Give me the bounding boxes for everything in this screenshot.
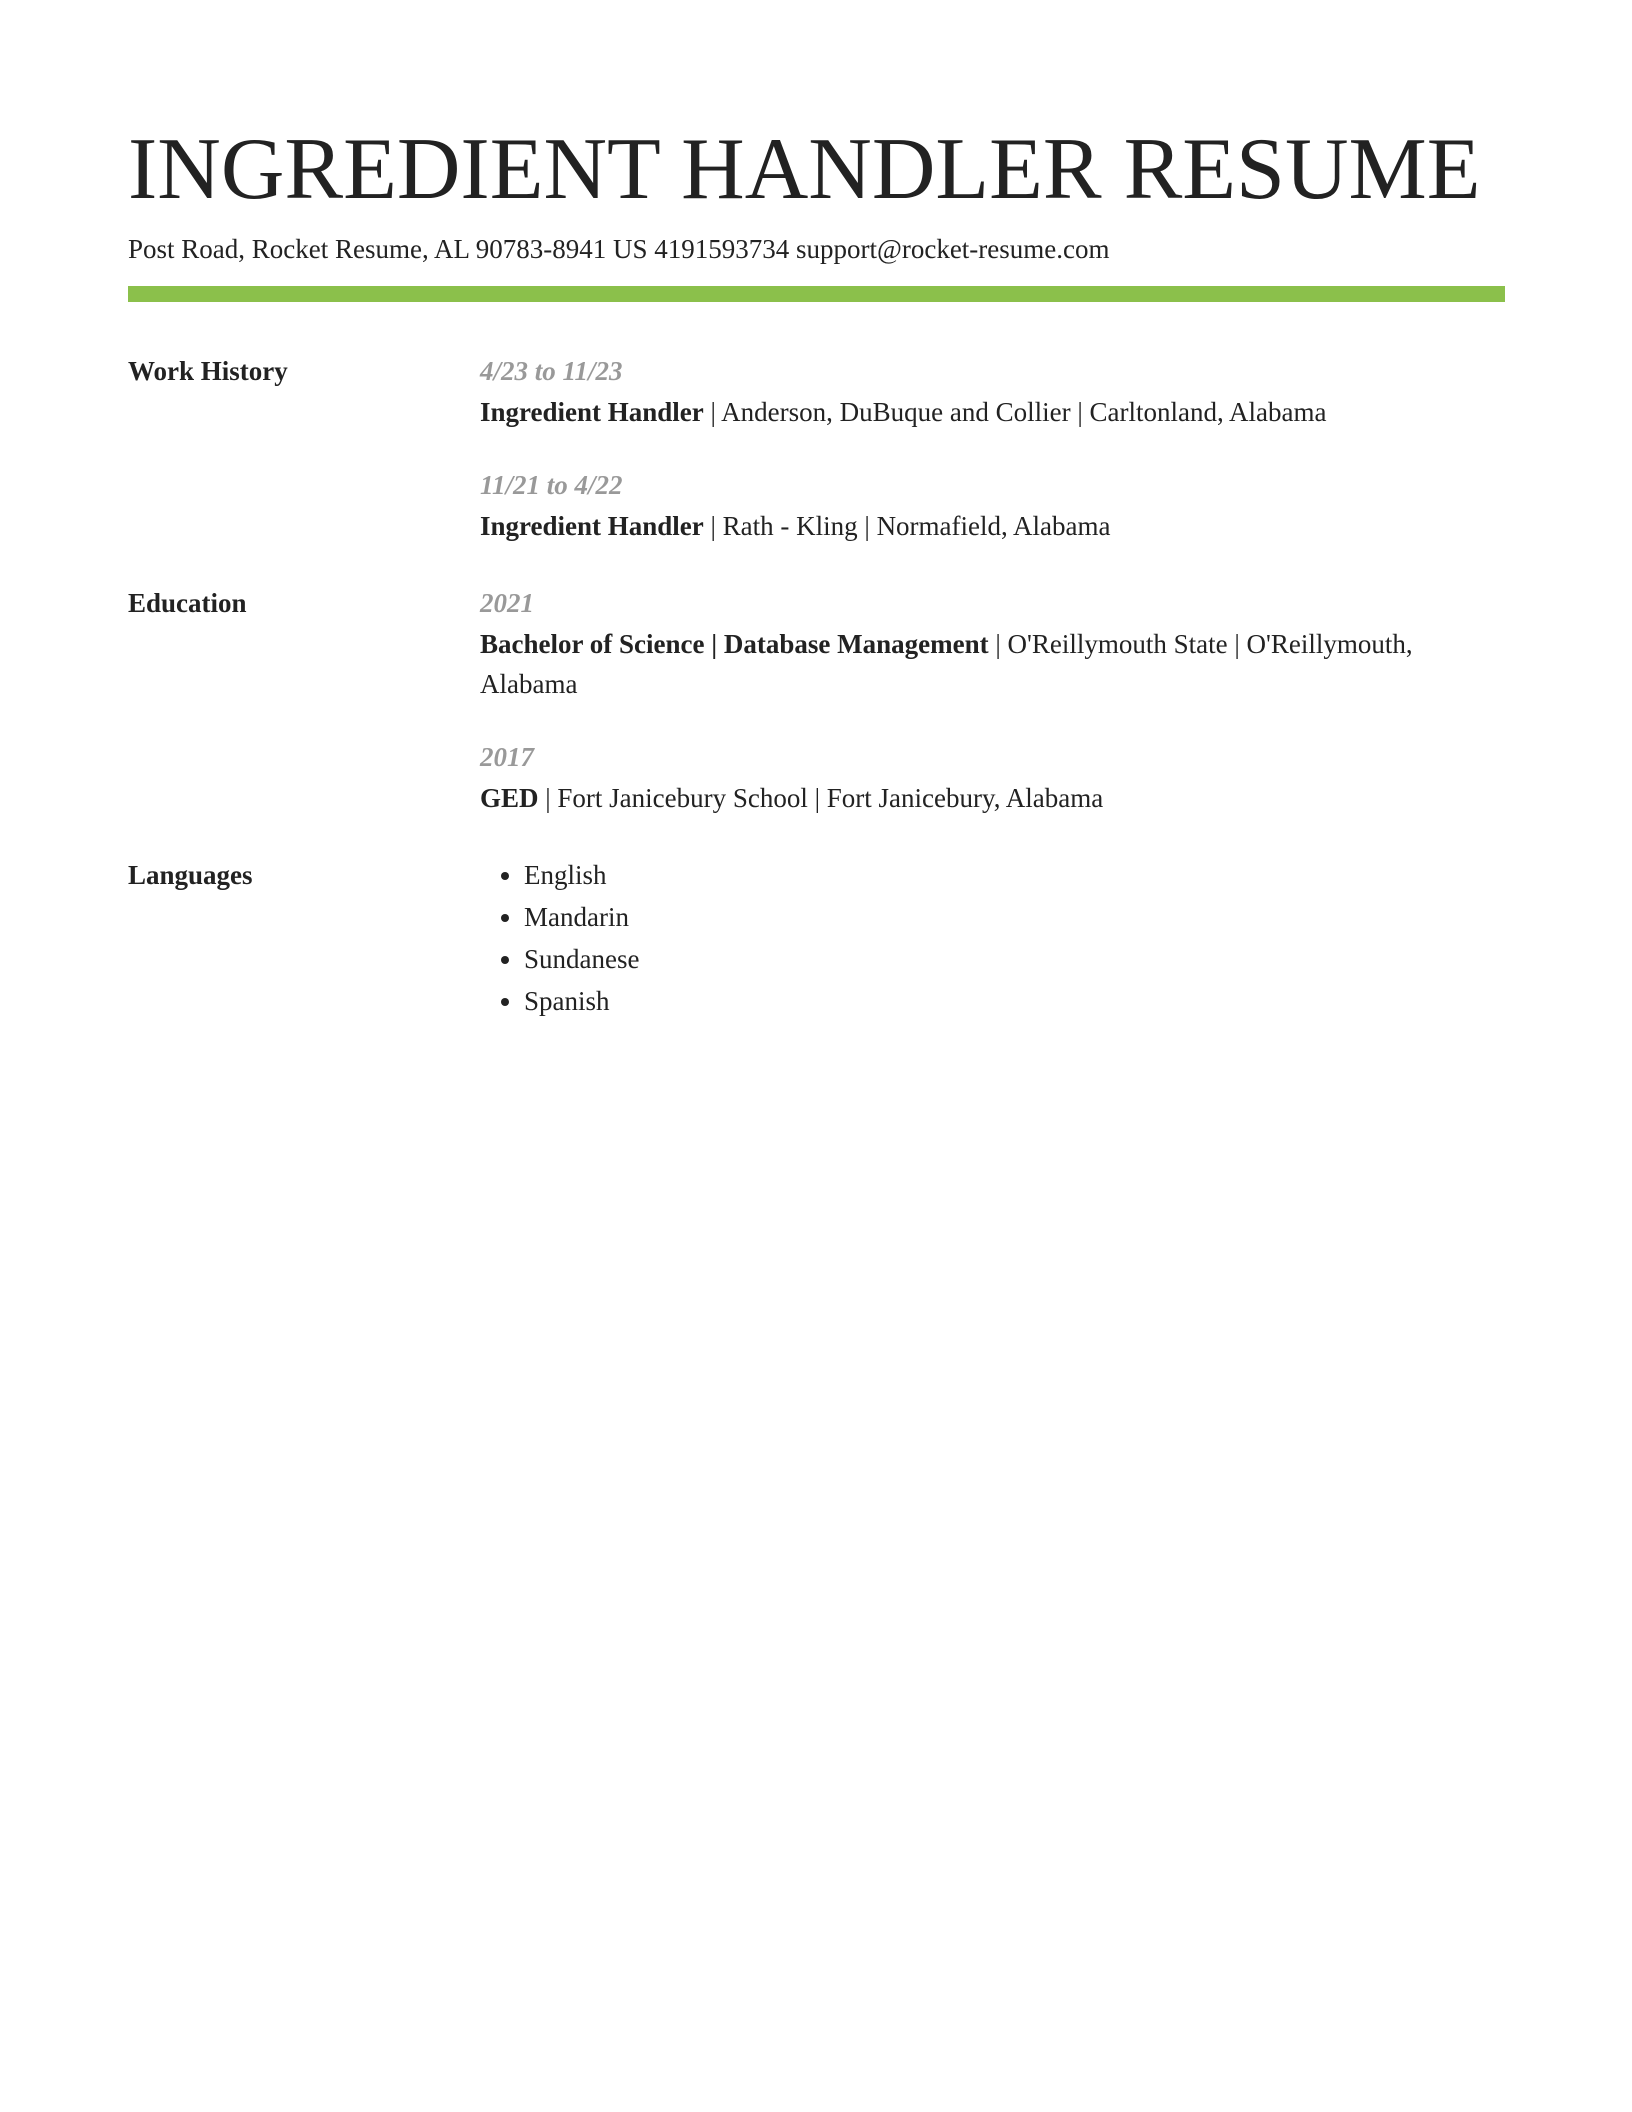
entry-details: | Rath - Kling | Normafield, Alabama <box>703 511 1111 541</box>
entry-date: 2021 <box>480 588 534 618</box>
work-history-entries <box>480 350 1505 546</box>
education-entry <box>480 736 1505 818</box>
section-label-work-history: Work History <box>128 356 288 386</box>
education-entry <box>480 582 1505 704</box>
entry-details: | Fort Janicebury School | Fort Janicebury, Alabama <box>538 783 1104 813</box>
section-label-education: Education <box>128 588 247 618</box>
list-item: • Mandarin <box>524 896 1505 938</box>
languages-list <box>480 854 1505 1022</box>
contact-info: Post Road, Rocket Resume, AL 90783-8941 US 4191593734 support@rocket-resume.com <box>128 234 1110 264</box>
work-entry <box>480 350 1505 432</box>
entry-line <box>480 778 1505 818</box>
entry-line <box>480 506 1505 546</box>
entry-details: | Anderson, DuBuque and Collier | Carltonland, Alabama <box>703 397 1327 427</box>
entry-date: 2017 <box>480 742 534 772</box>
entry-title: GED <box>480 783 539 813</box>
entry-date: 11/21 to 4/22 <box>480 470 623 500</box>
entry-title: Ingredient Handler <box>480 511 704 541</box>
list-item: • English <box>524 854 1505 896</box>
entry-line <box>480 624 1505 704</box>
entry-title: Ingredient Handler <box>480 397 704 427</box>
education-section <box>128 582 1505 818</box>
work-entry <box>480 464 1505 546</box>
entry-date: 4/23 to 11/23 <box>480 356 623 386</box>
entry-title: Bachelor of Science | Database Management <box>480 629 989 659</box>
resume-sections <box>128 350 1505 1058</box>
section-label-languages: Languages <box>128 860 253 890</box>
languages-section <box>128 854 1505 1022</box>
page-title: INGREDIENT HANDLER RESUME <box>128 121 1481 218</box>
education-entries <box>480 582 1505 818</box>
entry-details: | O'Reillymouth State | O'Reillymouth, Alabama <box>480 629 1413 699</box>
list-item: • Sundanese <box>524 938 1505 980</box>
languages-body <box>480 854 1505 1022</box>
entry-line <box>480 392 1505 432</box>
accent-divider <box>128 286 1505 302</box>
work-history-section <box>128 350 1505 546</box>
list-item: • Spanish <box>524 980 1505 1022</box>
